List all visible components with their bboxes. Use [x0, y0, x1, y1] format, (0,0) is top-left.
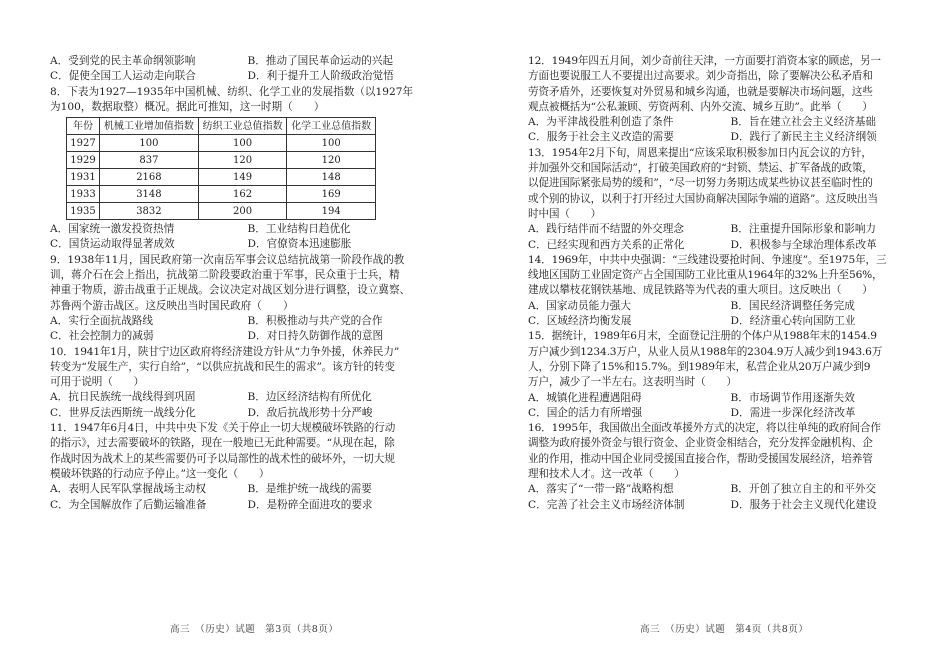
option-b[interactable]: B．是维护统一战线的需要 — [247, 483, 372, 496]
option-d[interactable]: D．利于提升工人阶级政治觉悟 — [247, 70, 394, 83]
question-9-stem — [50, 253, 445, 314]
option-c[interactable]: C．世界反法西斯统一战线分化 — [50, 406, 196, 419]
question-14-stem — [528, 253, 933, 299]
stem-line: 14．1969年，中共中央强调：“三线建设要抢时间、争速度”。至1975年，三 — [528, 253, 887, 266]
table-cell: 1931 — [67, 169, 100, 186]
stem-line: 16．1995年，我国做出全面改革援外方式的决定，将以往单纯的政府间合作 — [528, 422, 881, 435]
stem-line: 调整为政府援外资金与银行资金、企业资金相结合，充分发挥金融机构、企 — [528, 437, 873, 450]
question-15-options — [528, 391, 933, 422]
option-b[interactable]: B．积极推动与共产党的合作 — [247, 314, 383, 327]
question-13-stem — [528, 146, 933, 222]
stem-line: 万户减少到1234.3万户，从业人员从1988年的2304.9万人减少到1943.6万 — [528, 345, 883, 358]
stem-line: 11．1947年6月4日，中共中央下发《关于停止一切大规模破坏铁路的行动 — [50, 422, 396, 435]
table-row — [67, 152, 376, 169]
option-c[interactable]: C．已经实现和西方关系的正常化 — [528, 238, 685, 251]
table-cell: 169 — [287, 186, 376, 203]
stem-line: 劳资矛盾外，还要恢复对外贸易和城乡沟通，也就是要解决市场问题，这些 — [528, 85, 873, 98]
question-14-options — [528, 299, 933, 330]
option-b[interactable]: B．注重提升国际形象和影响力 — [730, 223, 877, 236]
question-10-stem — [50, 345, 445, 391]
option-d[interactable]: D．服务于社会主义现代化建设 — [730, 498, 877, 511]
option-a[interactable]: A．践行结伴而不结盟的外交理念 — [528, 223, 684, 236]
stem-line: 15．据统计，1989年6月末，全面登记注册的个体户从1988年末的1454.9 — [528, 330, 877, 343]
option-a[interactable]: A．国家动员能力强大 — [528, 299, 631, 312]
question-8-options — [50, 222, 445, 253]
question-12-stem — [528, 54, 933, 115]
table-row — [67, 135, 376, 152]
table-cell: 100 — [100, 135, 199, 152]
question-8-stem — [50, 85, 445, 116]
question-16 — [528, 421, 933, 513]
question-11-stem — [50, 421, 445, 482]
option-d[interactable]: D．是粉碎全面进攻的要求 — [247, 498, 373, 511]
question-16-stem — [528, 421, 933, 482]
option-d[interactable]: D．官僚资本迅速膨胀 — [247, 238, 352, 251]
option-c[interactable]: C．服务于社会主义改造的需要 — [528, 131, 674, 144]
question-12-options — [528, 115, 933, 146]
table-cell: 1927 — [67, 135, 100, 152]
col-header-year: 年份 — [67, 118, 100, 135]
question-12 — [528, 54, 933, 146]
option-d[interactable]: D．积极参与全球治理体系改革 — [730, 238, 877, 251]
table-cell: 1935 — [67, 203, 100, 220]
question-15 — [528, 329, 933, 421]
question-15-stem — [528, 329, 933, 390]
table-cell: 837 — [100, 152, 199, 169]
option-d[interactable]: D．需进一步深化经济改革 — [730, 406, 856, 419]
stem-line: 人，分别下降了15%和15.7%。到1989年末，私营企业从20万户减少到9 — [528, 360, 871, 373]
stem-line: 观点被概括为“公私兼顾、劳资两利、内外交流、城乡互助”。此举（ ） — [528, 100, 873, 113]
table-cell: 194 — [287, 203, 376, 220]
question-11 — [50, 421, 445, 513]
page-3-footer: 高三 （历史）试题 第3页（共8页） — [170, 624, 339, 635]
table-cell: 120 — [287, 152, 376, 169]
stem-line: 训，蒋介石在会上指出，抗战第二阶段要政治重于军事，民众重于士兵，精 — [50, 269, 400, 282]
option-b[interactable]: B．工业结构日趋优化 — [247, 223, 351, 236]
question-11-options — [50, 482, 445, 513]
option-c[interactable]: C．促使全国工人运动走向联合 — [50, 70, 196, 83]
table-cell: 148 — [287, 169, 376, 186]
option-d[interactable]: D．对日持久防御作战的意图 — [247, 330, 384, 343]
option-a[interactable]: A．落实了“一带一路”战略构想 — [528, 483, 674, 496]
stem-line: 转变为“发展生产，实行自给”，“以供应抗战和民生的需求”。该方针的转变 — [50, 360, 395, 373]
table-cell: 3148 — [100, 186, 199, 203]
option-c[interactable]: C．区域经济均衡发展 — [528, 315, 632, 328]
stem-line: 13．1954年2月下旬，周恩来提出“应该采取积极参加日内瓦会议的方针， — [528, 146, 872, 159]
stem-line: 理和技术人才。这一改革（ ） — [528, 468, 685, 481]
stem-line: 神重于物质，游击战重于正规战。会议决定对战区划分进行调整，设立冀察、 — [50, 284, 411, 297]
option-a[interactable]: A．表明人民军队掌握战场主动权 — [50, 483, 206, 496]
stem-line: 线地区国防工业固定资产占全国国防工业比重从1964年的32%上升至56%， — [528, 269, 883, 282]
option-a[interactable]: A．为平津战役胜利创造了条件 — [528, 116, 674, 129]
question-14 — [528, 253, 933, 329]
page-4-column — [528, 54, 933, 513]
option-d[interactable]: D．敌后抗战形势十分严峻 — [247, 406, 373, 419]
table-header-row — [67, 118, 376, 135]
col-header-textile: 纺织工业总值指数 — [198, 118, 287, 135]
question-7 — [50, 54, 445, 85]
option-c[interactable]: C．社会控制力的减弱 — [50, 330, 154, 343]
page-4-footer: 高三 （历史）试题 第4页（共8页） — [640, 624, 809, 635]
option-a[interactable]: A．抗日民族统一战线得到巩固 — [50, 391, 196, 404]
stem-line: 时中国（ ） — [528, 207, 602, 220]
stem-line: 为100，数据取整）概况。据此可推知，这一时期（ ） — [50, 100, 325, 113]
table-row — [67, 169, 376, 186]
option-a[interactable]: A．城镇化进程遭遇阻碍 — [528, 391, 642, 404]
table-cell: 100 — [287, 135, 376, 152]
question-13-options — [528, 222, 933, 253]
option-b[interactable]: B．国民经济调整任务完成 — [730, 299, 855, 312]
option-a[interactable]: A．受到党的民主革命纲领影响 — [50, 55, 196, 67]
table-cell: 2168 — [100, 169, 199, 186]
stem-line: 方面也要说服工人不要提出过高要求。刘少奇指出，除了要解决公私矛盾和 — [528, 70, 873, 83]
stem-line: 以促进国际紧张局势的缓和”，“尽一切努力务期达成某些协议甚至临时性的 — [528, 177, 873, 190]
col-header-chemical: 化学工业总值指数 — [287, 118, 376, 135]
stem-line: 可用于说明（ ） — [50, 376, 144, 389]
stem-line: 10．1941年1月，陕甘宁边区政府将经济建设方针从“力争外援，休养民力” — [50, 345, 400, 358]
option-c[interactable]: C．国企的活力有所增强 — [528, 406, 643, 419]
stem-line: 并加强外交和国际活动”，打破美国政府的“封锁、禁运、扩军备战的政策， — [528, 162, 873, 175]
stem-line: 苏鲁两个游击战区。这反映出当时国民政府（ ） — [50, 299, 294, 312]
option-c[interactable]: C．完善了社会主义市场经济体制 — [528, 498, 685, 511]
table-cell: 200 — [198, 203, 287, 220]
stem-line: 或个别的协议，以利于打开经过大国协商解决国际争端的道路”。这反映出当 — [528, 192, 878, 205]
option-a[interactable]: A．实行全面抗战路线 — [50, 314, 153, 327]
option-b[interactable]: B．边区经济结构有所优化 — [247, 391, 372, 404]
stem-line: 作战时因为战术上的某些需要仍可予以局部性的战术性的破坏外，一切大规 — [50, 452, 395, 465]
col-header-machinery: 机械工业增加值指数 — [100, 118, 199, 135]
question-16-options — [528, 482, 933, 513]
option-b[interactable]: B．旨在建立社会主义经济基础 — [730, 116, 877, 129]
question-9 — [50, 253, 445, 345]
table-cell: 1929 — [67, 152, 100, 169]
stem-line: 9．1938年11月，国民政府第一次南岳军事会议总结抗战第一阶段作战的教 — [50, 253, 405, 266]
table-row — [67, 186, 376, 203]
stem-line: 模破坏铁路的行动应予停止。”这一变化（ ） — [50, 467, 270, 480]
option-a[interactable]: A．国家统一激发投资热情 — [50, 223, 175, 236]
option-d[interactable]: D．践行了新民主主义经济纲领 — [730, 131, 877, 144]
table-cell: 1933 — [67, 186, 100, 203]
question-8 — [50, 85, 445, 253]
question-10-options — [50, 390, 445, 421]
question-10 — [50, 345, 445, 421]
table-cell: 3832 — [100, 203, 199, 220]
question-13 — [528, 146, 933, 253]
stem-line: 8．下表为1927—1935年中国机械、纺织、化学工业的发展指数（以1927年 — [50, 85, 414, 98]
option-b[interactable]: B．开创了独立自主的和平外交 — [730, 483, 877, 496]
question-9-options — [50, 314, 445, 345]
option-b[interactable]: B．推动了国民革命运动的兴起 — [247, 55, 394, 67]
option-d[interactable]: D．经济重心转向国防工业 — [730, 315, 856, 328]
option-b[interactable]: B．市场调节作用逐渐失效 — [730, 391, 855, 404]
table-row — [67, 203, 376, 220]
table-cell: 120 — [198, 152, 287, 169]
stem-line: 业的作用，推动中国企业同受援国直接合作，帮助受援国发展经济，培养管 — [528, 452, 873, 465]
stem-line: 万户，减少了一半左右。这表明当时（ ） — [528, 376, 737, 389]
table-cell: 149 — [198, 169, 287, 186]
industry-index-table — [66, 117, 376, 220]
stem-line: 的指示》，过去需要破坏的铁路，现在一般地已无此种需要。“从现在起，除 — [50, 437, 395, 450]
question-7-options — [50, 54, 445, 85]
stem-line: 12．1949年四五月间，刘少奇前往天津，一方面要打消资本家的顾虑，另一 — [528, 55, 881, 67]
option-c[interactable]: C．为全国解放作了后勤运输准备 — [50, 498, 207, 511]
table-cell: 162 — [198, 186, 287, 203]
option-c[interactable]: C．国货运动取得显著成效 — [50, 238, 175, 251]
stem-line: 建成以攀枝花钢铁基地、成昆铁路等为代表的重大项目。这反映出（ ） — [528, 284, 873, 297]
table-cell: 100 — [198, 135, 287, 152]
page-3-column — [50, 54, 445, 513]
